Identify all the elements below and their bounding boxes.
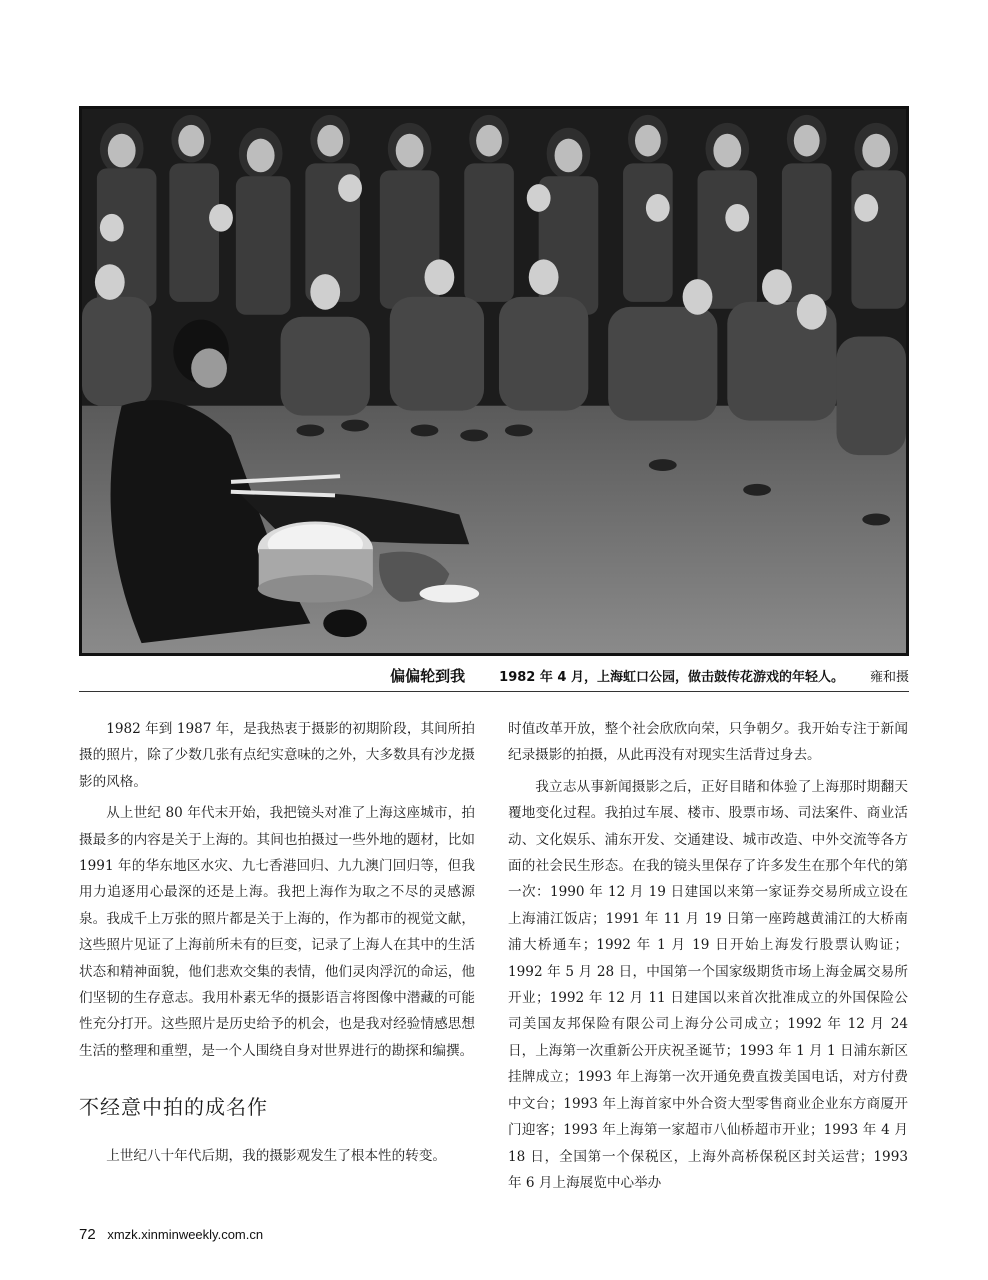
right-paragraph-2: 我立志从事新闻摄影之后，正好目睹和体验了上海那时期翻天覆地变化过程。我拍过车展、楼市、股票市场、司法案件、商业活动、文化娱乐、浦东开发、交通建设、城市改造、中外交流等各方面的社会民生形态。在我的镜头里保存了许多发生在那个年代的第一次：1990 年 12 月 19 日建国以来第一家证券交易所成立设在上海浦江饭店；1991 年 11 月 19 日第一座跨越黄浦江的大桥南浦大桥通车；1992 年 1 月 19 日开始上海发行股票认购证；1992 年 5 月 28 日，中国第一个国家级期货市场上海金属交易所开业；1992 年 12 月 11 日建国以来首次批准成立的外国保险公司美国友邦保险有限公司上海分公司成立；1992 年 12 月 24 日，上海第一次重新公开庆祝圣诞节；1993 年 1 月 1 日浦东新区挂牌成立；1993 年上海第一次开通免费直拨美国电话，对方付费中文台；1993 年上海首家中外合资大型零售商业企业东方商厦开门迎客；1993 年上海第一家超市八仙桥超市开业；1993 年 4 月 18 日，全国第一个保税区，上海外高桥保税区封关运营；1993 年 6 月上海展览中心举办 [508,778,908,1191]
right-paragraph-1: 时值改革开放，整个社会欣欣向荣，只争朝夕。我开始专注于新闻纪录摄影的拍摄，从此再没有对现实生活背过身去。 [508,721,908,764]
left-paragraph-2: 从上世纪 80 年代末开始，我把镜头对准了上海这座城市，拍摄最多的内容是关于上海的。其间也拍摄过一些外地的题材，比如 1991 年的华东地区水灾、九七香港回归、九九澳门回归等，但我用力追逐用心最深的还是上海。我把上海作为取之不尽的灵感源泉。我成千上万张的照片都是关于上海的，作为都市的视觉文献，这些照片见证了上海前所未有的巨变，记录了上海人在其中的生活状态和精神面貌，他们悲欢交集的表情，他们灵肉浮沉的命运，他们坚韧的生存意志。我用朴素无华的摄影语言将图像中潜藏的可能性充分打开。这些照片是历史给予的机会，也是我对经验情感思想生活的整理和重塑，是一个人围绕自身对世界进行的勘探和编撰。 [79,805,475,1059]
photo-crowd-drummer-icon [82,109,906,653]
caption-title: 偏偏轮到我 [390,666,466,685]
section-heading: 不经意中拍的成名作 [79,1095,268,1120]
left-paragraph-3: 上世纪八十年代后期，我的摄影观发生了根本性的转变。 [106,1147,447,1164]
left-column [79,716,475,1174]
page-number: 72 [79,1226,96,1243]
page-footer [79,1226,263,1243]
caption-divider [79,691,909,692]
footer-url[interactable]: xmzk.xinminweekly.com.cn [107,1227,264,1242]
photo [79,106,909,656]
photo-caption [79,664,909,686]
caption-credit: 雍和摄 [869,669,909,685]
right-column [508,716,908,1201]
caption-description: 1982 年 4 月，上海虹口公园，做击鼓传花游戏的年轻人。 [499,669,844,685]
left-paragraph-1: 1982 年到 1987 年，是我热衷于摄影的初期阶段，其间所拍摄的照片，除了少数几张有点纪实意味的之外，大多数具有沙龙摄影的风格。 [79,721,475,790]
